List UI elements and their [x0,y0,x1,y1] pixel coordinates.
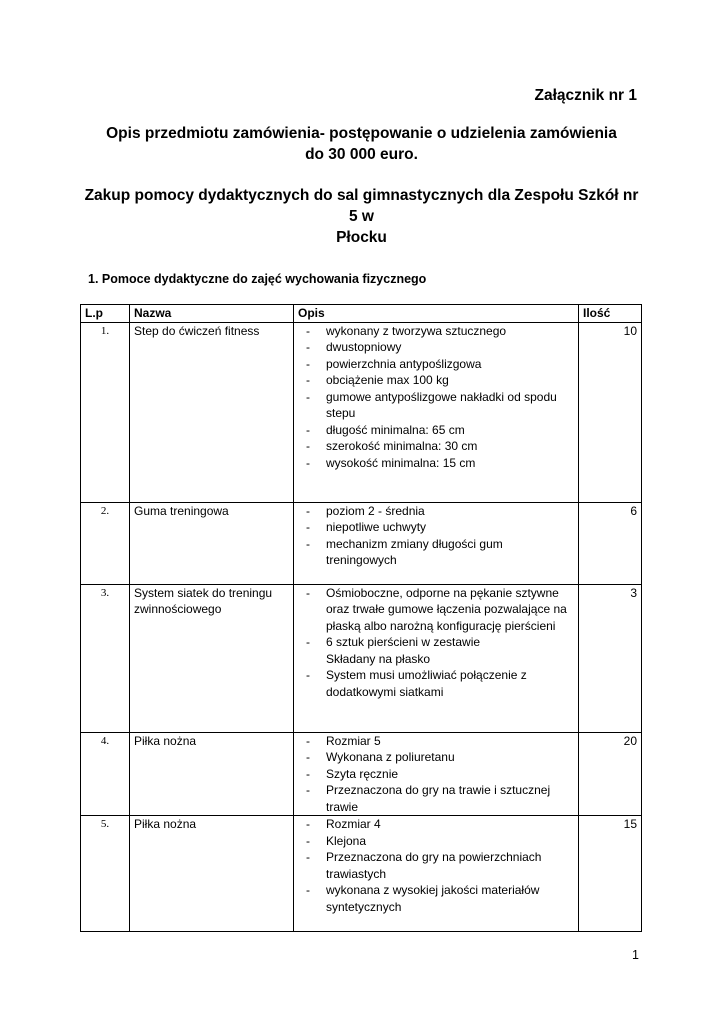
column-header-lp: L.p [81,305,130,323]
description-item: - Szyta ręcznie [298,766,574,783]
description-item: - Wykonana z poliuretanu [298,749,574,766]
description-item: - obciążenie max 100 kg [298,372,574,389]
description-item: - wykonany z tworzywa sztucznego [298,323,574,340]
table-header-row [81,305,642,323]
document-title [80,123,643,165]
column-header-description: Opis [294,305,579,323]
description-item: - Przeznaczona do gry na powierzchniach trawiastych [298,849,574,882]
description-item: - Rozmiar 5 [298,733,574,750]
subtitle-line-2: Płocku [336,229,387,246]
description-item: - Przeznaczona do gry na trawie i sztucznej trawie [298,782,574,815]
item-name: Guma treningowa [130,502,294,584]
item-quantity: 15 [579,816,642,932]
item-quantity: 20 [579,732,642,816]
table-row [81,816,642,932]
row-number: 3. [81,584,130,732]
item-name: Piłka nożna [130,732,294,816]
column-header-name: Nazwa [130,305,294,323]
description-item: - Ośmioboczne, odporne na pękanie sztywne oraz trwałe gumowe łączenia pozwalające na płaską albo narożną konfigurację pierścieni [298,585,574,635]
description-item: - długość minimalna: 65 cm [298,422,574,439]
row-number: 1. [81,322,130,502]
item-description [294,322,579,502]
description-item: - gumowe antypoślizgowe nakładki od spodu stepu [298,389,574,422]
description-item: - niepotliwe uchwyty [298,519,574,536]
item-quantity: 10 [579,322,642,502]
item-description [294,732,579,816]
description-item: - Klejona [298,833,574,850]
table-row [81,322,642,502]
row-number: 2. [81,502,130,584]
description-item: - 6 sztuk pierścieni w zestawie [298,634,574,651]
description-item: - powierzchnia antypoślizgowa [298,356,574,373]
table-row [81,732,642,816]
item-description [294,584,579,732]
annex-label: Załącznik nr 1 [534,87,637,104]
title-line-1: Opis przedmiotu zamówienia- postępowanie o udzielenia zamówienia [106,125,617,142]
items-table [80,304,642,932]
item-quantity: 3 [579,584,642,732]
description-item: - poziom 2 - średnia [298,503,574,520]
description-item: - mechanizm zmiany długości gum treningowych [298,536,574,569]
row-number: 5. [81,816,130,932]
description-item: - System musi umożliwiać połączenie z dodatkowymi siatkami [298,667,574,700]
document-subtitle [80,185,643,248]
description-item: - wykonana z wysokiej jakości materiałów syntetycznych [298,882,574,915]
subtitle-line-1: Zakup pomocy dydaktycznych do sal gimnastycznych dla Zespołu Szkół nr 5 w [84,187,639,225]
table-row [81,584,642,732]
description-item: - szerokość minimalna: 30 cm [298,438,574,455]
description-item: - wysokość minimalna: 15 cm [298,455,574,472]
page-number: 1 [632,948,639,962]
item-name: System siatek do treningu zwinnościowego [130,584,294,732]
item-description [294,816,579,932]
row-number: 4. [81,732,130,816]
description-item: Składany na płasko [326,651,431,666]
item-quantity: 6 [579,502,642,584]
title-line-2: do 30 000 euro. [305,146,418,163]
item-name: Piłka nożna [130,816,294,932]
item-name: Step do ćwiczeń fitness [130,322,294,502]
table-row [81,502,642,584]
description-item: - Rozmiar 4 [298,816,574,833]
description-item: - dwustopniowy [298,339,574,356]
item-description [294,502,579,584]
column-header-quantity: Ilość [579,305,642,323]
section-heading: 1. Pomoce dydaktyczne do zajęć wychowania fizycznego [88,272,427,286]
